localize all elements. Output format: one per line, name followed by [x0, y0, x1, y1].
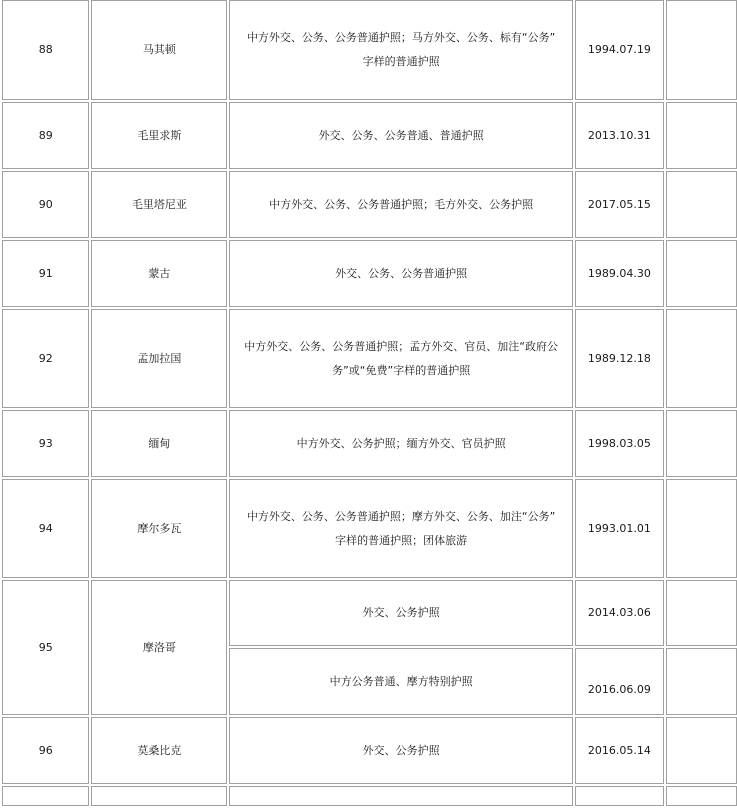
table-row: [2, 717, 737, 784]
table-row: [2, 479, 737, 578]
row-number: 90: [2, 171, 89, 238]
empty-cell: [666, 240, 737, 307]
empty-cell: [575, 786, 663, 806]
passport-types: [229, 309, 573, 408]
effective-date: 1994.07.19: [575, 0, 663, 100]
table-row: [2, 410, 737, 477]
passport-types: [229, 410, 573, 477]
empty-cell: [666, 0, 737, 100]
passport-types: 中方公务普通、摩方特别护照: [229, 648, 573, 715]
row-number: 95: [2, 580, 89, 715]
passport-types-line: 中方外交、公务、公务普通护照；摩方外交、公务、加注“公务”: [246, 509, 556, 523]
passport-types: [229, 479, 573, 578]
effective-date: 2013.10.31: [575, 102, 663, 169]
effective-date: 1989.04.30: [575, 240, 663, 307]
passport-types-line: 中方外交、公务、公务普通护照；毛方外交、公务护照: [269, 197, 534, 211]
passport-types-line: 中方外交、公务、公务普通护照；孟方外交、官员、加注“政府公: [244, 339, 558, 353]
passport-types-line: 外交、公务、公务普通护照: [335, 266, 468, 280]
passport-types: 外交、公务护照: [229, 580, 573, 646]
empty-cell: [229, 786, 573, 806]
empty-cell: [91, 786, 227, 806]
row-number: 91: [2, 240, 89, 307]
table-row: [2, 240, 737, 307]
empty-cell: [666, 648, 737, 715]
effective-date: 1998.03.05: [575, 410, 663, 477]
empty-cell: [666, 580, 737, 646]
country-name: 毛里求斯: [91, 102, 227, 169]
row-number: 88: [2, 0, 89, 100]
effective-date: 1993.01.01: [575, 479, 663, 578]
effective-date: 1989.12.18: [575, 309, 663, 408]
empty-cell: [2, 786, 89, 806]
country-name: 莫桑比克: [91, 717, 227, 784]
passport-types-line: 中方外交、公务护照；缅方外交、官员护照: [296, 436, 506, 450]
table-row: [2, 0, 737, 100]
row-number: 96: [2, 717, 89, 784]
empty-cell: [666, 102, 737, 169]
row-number: 93: [2, 410, 89, 477]
country-name: 蒙古: [91, 240, 227, 307]
effective-date: 2016.05.14: [575, 717, 663, 784]
effective-date: 2016.06.09: [575, 648, 663, 715]
empty-cell: [666, 786, 737, 806]
passport-types: 外交、公务护照: [229, 717, 573, 784]
empty-cell: [666, 410, 737, 477]
table-row: [2, 102, 737, 169]
table-row: [2, 580, 737, 646]
passport-types: [229, 0, 573, 100]
country-name: 马其顿: [91, 0, 227, 100]
passport-types-line: 务”或“免费”字样的普通护照: [332, 363, 471, 377]
country-name: 孟加拉国: [91, 309, 227, 408]
table-row: [2, 309, 737, 408]
country-name: 毛里塔尼亚: [91, 171, 227, 238]
effective-date: 2014.03.06: [575, 580, 663, 646]
effective-date: 2017.05.15: [575, 171, 663, 238]
country-name: 摩洛哥: [91, 580, 227, 715]
passport-types-line: 中方外交、公务、公务普通护照；马方外交、公务、标有“公务”: [246, 31, 556, 44]
table-row: [2, 171, 737, 238]
table-row-partial: [2, 786, 737, 806]
empty-cell: [666, 717, 737, 784]
row-number: 92: [2, 309, 89, 408]
row-number: 89: [2, 102, 89, 169]
country-name: 摩尔多瓦: [91, 479, 227, 578]
passport-types-line: 字样的普通护照: [362, 55, 440, 68]
empty-cell: [666, 171, 737, 238]
passport-types-line: 字样的普通护照；团体旅游: [335, 533, 468, 547]
passport-types: [229, 171, 573, 238]
passport-types: [229, 240, 573, 307]
empty-cell: [666, 479, 737, 578]
row-number: 94: [2, 479, 89, 578]
passport-types: [229, 102, 573, 169]
empty-cell: [666, 309, 737, 408]
country-name: 缅甸: [91, 410, 227, 477]
passport-types-line: 外交、公务、公务普通、普通护照: [318, 128, 484, 142]
